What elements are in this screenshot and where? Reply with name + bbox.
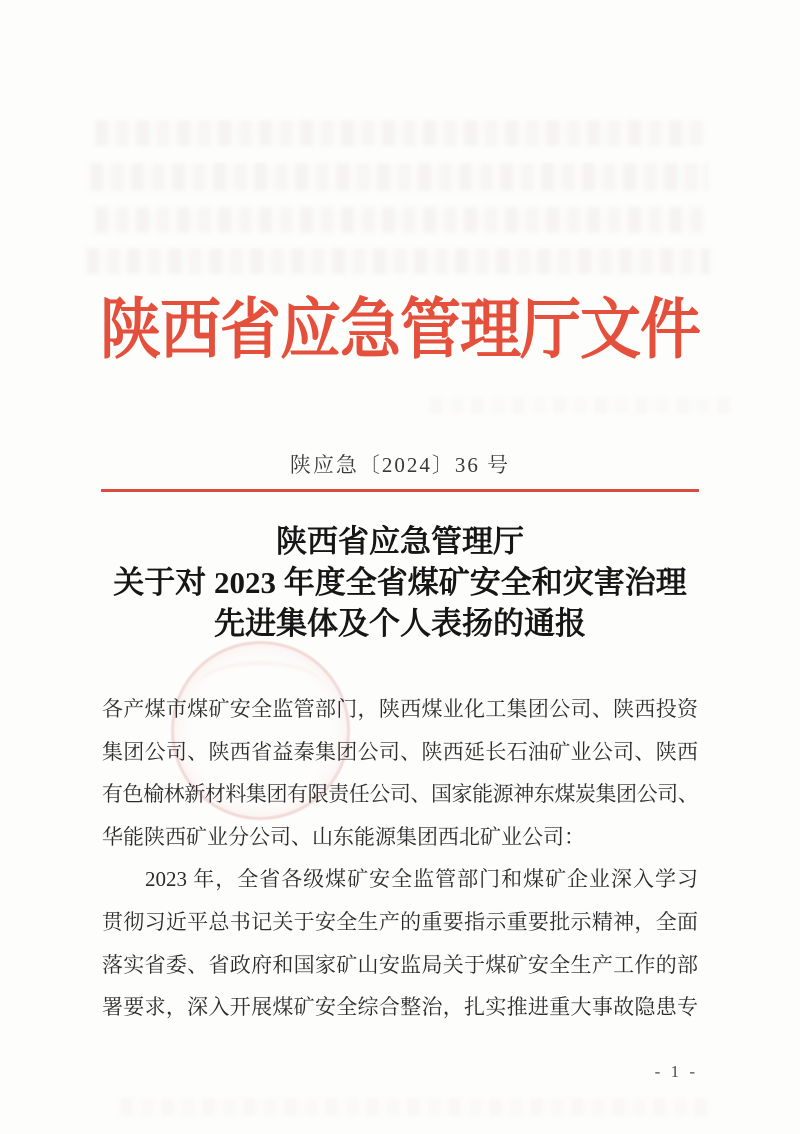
bleedthrough-smudge	[95, 207, 705, 233]
body-text-line: 落实省委、省政府和国家矿山安监局关于煤矿安全生产工作的部	[102, 952, 698, 977]
bleedthrough-smudge	[86, 248, 710, 274]
bleedthrough-smudge	[430, 398, 730, 414]
body-text-line: 各产煤市煤矿安全监管部门，陕西煤业化工集团公司、陕西投资	[102, 697, 698, 721]
body-text-line: 集团公司、陕西省益秦集团公司、陕西延长石油矿业公司、陕西	[102, 739, 698, 764]
agency-masthead: 陕西省应急管理厅文件	[99, 294, 700, 368]
body-text-line: 贯彻习近平总书记关于安全生产的重要指示重要批示精神，全面	[102, 909, 698, 934]
document-body	[102, 688, 698, 1029]
bleedthrough-smudge	[95, 120, 707, 146]
body-text-line: 署要求，深入开展煤矿安全综合整治，扎实推进重大事故隐患专	[102, 995, 698, 1020]
body-text-line: 华能陕西矿业分公司、山东能源集团西北矿业公司：	[102, 824, 585, 849]
document-title-line: 先进集体及个人表扬的通报	[214, 606, 586, 641]
document-title-line: 关于对 2023 年度全省煤矿安全和灾害治理	[113, 565, 687, 600]
document-title	[60, 521, 740, 644]
red-divider-line	[101, 489, 699, 492]
document-number: 陕应急〔2024〕36 号	[289, 453, 511, 477]
page-number: - 1 -	[654, 1062, 698, 1081]
document-title-line: 陕西省应急管理厅	[276, 524, 524, 559]
body-text-line: 2023 年，全省各级煤矿安全监管部门和煤矿企业深入学习	[145, 867, 698, 892]
bleedthrough-smudge	[90, 163, 708, 191]
body-text-line: 有色榆林新材料集团有限责任公司、国家能源神东煤炭集团公司、	[102, 782, 698, 807]
bleedthrough-smudge	[120, 1098, 710, 1116]
